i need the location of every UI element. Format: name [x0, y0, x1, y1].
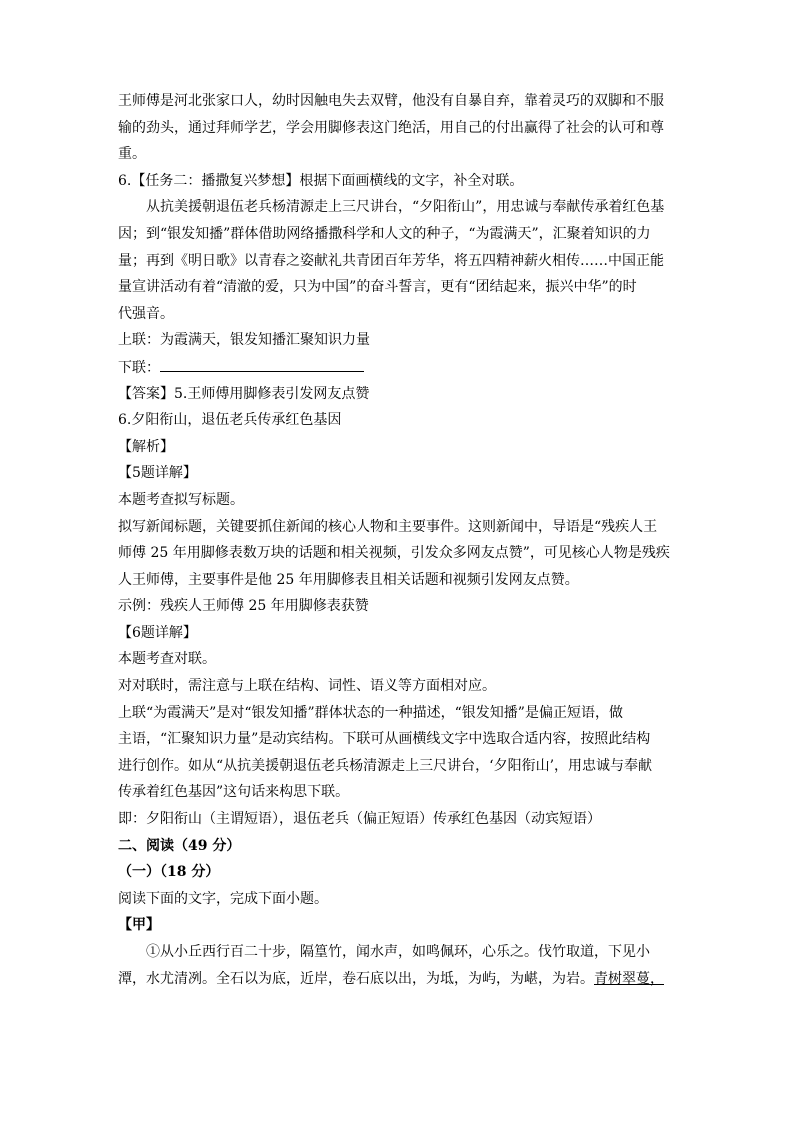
- passage-line: 因；到“银发知播”群体借助网络播撒科学和人文的种子，“为霞满天”，汇聚着知识的力: [118, 225, 651, 242]
- text-line: 本题考查对联。: [118, 651, 216, 668]
- text-line: 重。: [118, 146, 146, 163]
- text-line: 王师傅是河北张家口人，幼时因触电失去双臂，他没有自暴自弃，靠着灵巧的双脚和不服: [118, 93, 664, 109]
- example-line: 示例：残疾人王师傅 25 年用脚修表获赞: [118, 598, 369, 615]
- classical-text: 潭，水尤清冽。全石以为底，近岸，卷石底以出，为坻，为屿，为嵁，为岩。: [118, 970, 594, 987]
- subsection-heading: （一）（18 分）: [118, 864, 220, 881]
- text-line: 师傅 25 年用脚修表数万块的话题和相关视频，引发众多网友点赞”，可见核心人物是残疾: [118, 545, 670, 562]
- classical-passage-line: ①从小丘西行百二十步，隔篁竹，闻水声，如鸣佩环，心乐之。伐竹取道，下见小: [146, 944, 650, 960]
- text-line: 本题考查拟写标题。: [118, 491, 244, 508]
- passage-line: 量；再到《明日歌》以青春之姿献礼共青团百年芳华，将五四精神薪火相传……中国正能: [118, 252, 664, 269]
- section-heading: 二、阅读（49 分）: [118, 837, 241, 854]
- answer-line: 6.夕阳衔山，退伍老兵传承红色基因: [118, 412, 342, 429]
- text-line: 拟写新闻标题，关键要抓住新闻的核心人物和主要事件。这则新闻中，导语是“残疾人王: [118, 518, 658, 535]
- text-line: 上联“为霞满天”是对“银发知播”群体状态的一种描述，“银发知播”是偏正短语，做: [118, 704, 623, 721]
- lower-couplet-label: 下联：: [118, 359, 160, 376]
- passage-label: 【甲】: [118, 917, 160, 934]
- text-line: 输的劲头，通过拜师学艺，学会用脚修表这门绝活，用自己的付出赢得了社会的认可和尊: [118, 119, 664, 136]
- text-line: 对对联时，需注意与上联在结构、词性、语义等方面相对应。: [118, 678, 496, 695]
- answer-line: 【答案】5.王师傅用脚修表引发网友点赞: [118, 385, 370, 402]
- underlined-text: 青树翠蔓，: [594, 970, 664, 987]
- text-line: 传承着红色基因”这句话来构思下联。: [118, 784, 350, 801]
- document-page: [118, 88, 678, 992]
- text-line: 进行创作。如从“从抗美援朝退伍老兵杨清源走上三尺讲台，‘夕阳衔山’，用忠诚与奉献: [118, 757, 653, 774]
- text-line: 主语，“汇聚知识力量”是动宾结构。下联可从画横线文字中选取合适内容，按照此结构: [118, 731, 651, 748]
- question-6-heading: 6.【任务二：播撒复兴梦想】根据下面画横线的文字，补全对联。: [118, 172, 524, 189]
- passage-line: 代强音。: [118, 305, 174, 322]
- text-line: 人王师傅，主要事件是他 25 年用脚修表且相关话题和视频引发网友点赞。: [118, 571, 579, 588]
- classical-passage-line: [118, 966, 678, 993]
- text-line: 即：夕阳衔山（主谓短语），退伍老兵（偏正短语）传承红色基因（动宾短语）: [118, 811, 601, 828]
- analysis-heading: 【解析】: [118, 438, 174, 455]
- upper-couplet: 上联：为霞满天，银发知播汇聚知识力量: [118, 332, 370, 349]
- answer-blank: [160, 354, 364, 372]
- passage-line: 从抗美援朝退伍老兵杨清源走上三尺讲台，“夕阳衔山”，用忠诚与奉献传承着红色基: [146, 199, 665, 216]
- q6-detail-heading: 【6题详解】: [118, 624, 197, 641]
- lower-couplet: [118, 354, 678, 381]
- q5-detail-heading: 【5题详解】: [118, 465, 197, 482]
- instruction-line: 阅读下面的文字，完成下面小题。: [118, 890, 328, 907]
- passage-line: 量宣讲活动有着“清澈的爱，只为中国”的奋斗誓言，更有“团结起来，振兴中华”的时: [118, 279, 637, 296]
